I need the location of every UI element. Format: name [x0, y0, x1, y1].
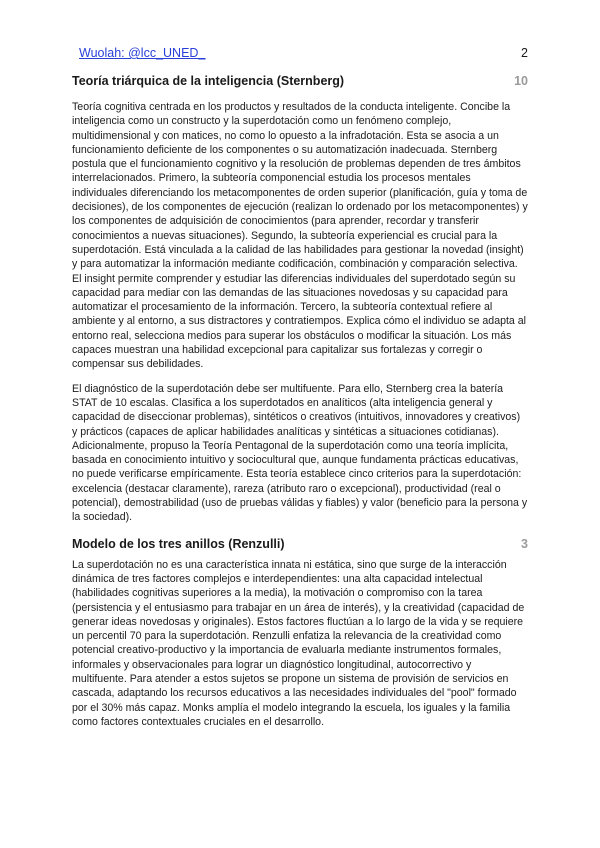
section-title: Modelo de los tres anillos (Renzulli)	[72, 536, 285, 551]
page-content	[72, 74, 528, 729]
paragraph: Teoría cognitiva centrada en los productos y resultados de la conducta inteligente. Concibe la inteligencia como un constructo y la superdotación como un fenómeno complejo, multidimensional y con matices, no como lo opuesto a la infradotación. Esta se asocia a un funcionamiento deficiente de los componentes o su automatización inadecuada. Sternberg postula que el funcionamiento cognitivo y la resolución de problemas dependen de tres ámbitos interrelacionados. Primero, la subteoría componencial estudia los procesos mentales individuales diferenciando los metacomponentes de orden superior (planificación, guía y toma de decisiones), de los componentes de ejecución (realizan lo ordenado por los metacomponentes) y los componentes de adquisición de conocimientos (para aprender, recordar y transferir conocimientos a nuevas situaciones). Segundo, la subteoría experiencial es crucial para la superdotación. Está vinculada a la calidad de las habilidades para gestionar la novedad (insight) y para automatizar la información mediante codificación, combinación y comparación selectiva. El insight permite comprender y estudiar las diferencias individuales del superdotado según su capacidad para mediar con las demandas de las situaciones novedosas y su capacidad para automatizar el procesamiento de la información. Tercero, la subteoría contextual refiere al ambiente y al entorno, a sus distractores y contratiempos. Explica cómo el individuo se adapta al entorno real, selecciona medios para superar los obstáculos o modificar la situación. Los más capaces muestran una habilidad excepcional para capitalizar sus fortalezas y corregir o compensar sus debilidades.	[72, 101, 528, 371]
page-number: 2	[521, 46, 528, 60]
section-score: 10	[514, 74, 528, 88]
page-header	[79, 46, 528, 62]
section-heading-sternberg	[72, 74, 528, 88]
section-score: 3	[521, 536, 528, 551]
section-heading-renzulli	[72, 537, 528, 551]
author-link[interactable]: Wuolah: @lcc_UNED_	[79, 46, 206, 60]
paragraph: La superdotación no es una característica innata ni estática, sino que surge de la interacción dinámica de tres factores complejos e interdependientes: una alta capacidad intelectual (habilidades cognitivas superiores a la media), la motivación o compromiso con la tarea (persistencia y el entusiasmo para trabajar en un área de interés), y la creatividad (capacidad de generar ideas novedosas y originales). Estos factores fluctúan a lo largo de la vida y se requiere un percentil 70 para la superdotación. Renzulli enfatiza la relevancia de la creatividad como potencial creativo-productivo y la importancia de evaluarla mediante instrumentos formales, informales y observacionales para lograr un diagnóstico longitudinal, autocorrectivo y multifuente. Para atender a estos sujetos se propone un sistema de provisión de servicios en cascada, adaptando los recursos educativos a las necesidades individuales del "pool" formado por el 30% más capaz. Monks amplía el modelo integrando la escuela, los iguales y la familia como factores contextuales cruciales en el desarrollo.	[72, 558, 525, 728]
section-title: Teoría triárquica de la inteligencia (Sternberg)	[72, 74, 345, 88]
paragraph: El diagnóstico de la superdotación debe ser multifuente. Para ello, Sternberg crea la batería STAT de 10 escalas. Clasifica a los superdotados en analíticos (alta inteligencia general y capacidad de diseccionar problemas), sintéticos o creativos (intuitivos, innovadores y creativos) y prácticos (capaces de aplicar habilidades analíticas y sintéticas a situaciones cotidianas). Adicionalmente, propuso la Teoría Pentagonal de la superdotación como una teoría implícita, basada en conocimiento intuitivo y sociocultural que, aunque fundamenta prácticas educativas, no puede verificarse empíricamente. Esta teoría establece cinco criterios para la superdotación: excelencia (destacar claramente), rareza (atributo raro o excepcional), productividad (real o potencial), demostrabilidad (uso de pruebas válidas y fiables) y valor (beneficio para la persona y la sociedad).	[72, 382, 528, 524]
